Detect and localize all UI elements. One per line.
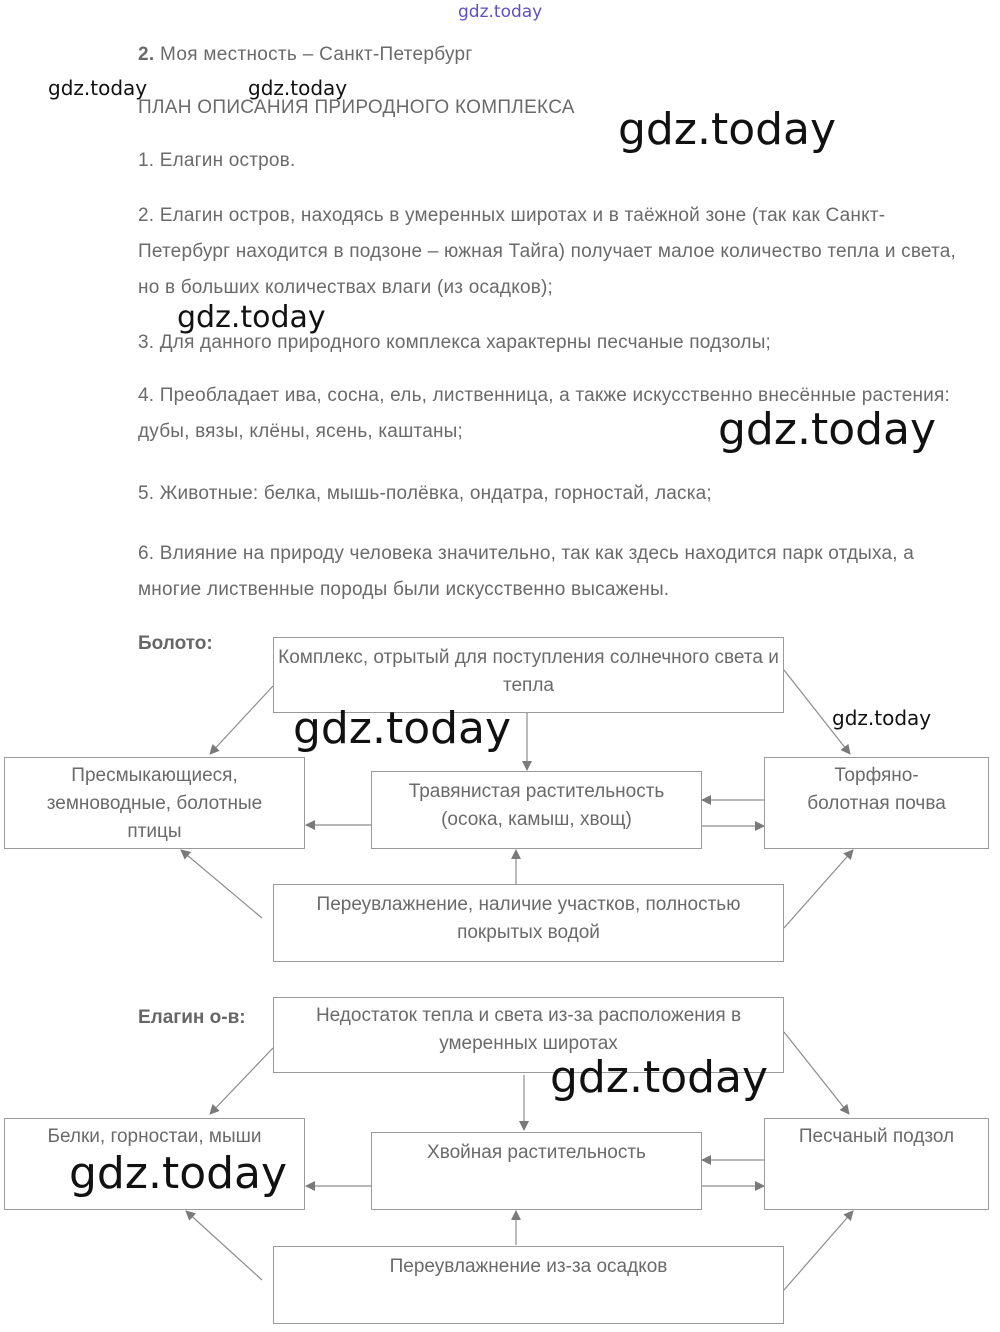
arrow-bottom-to-right <box>784 850 853 928</box>
swamp-left-box <box>4 757 305 849</box>
swamp-center-text: Травянистая растительность (осока, камыш, хвощ) <box>408 781 665 830</box>
plan-item-4: 4. Преобладает ива, сосна, ель, лиственница, а также искусственно внесённые растения: дубы, вязы, клёны, ясень, каштаны; <box>138 385 950 442</box>
elagin-center-text: Хвойная растительность <box>427 1142 646 1163</box>
swamp-center-box <box>371 771 702 849</box>
swamp-label: Болото: <box>138 633 213 654</box>
plan-item-6: 6. Влияние на природу человека значительно, так как здесь находится парк отдыха, а многие лиственные породы были искусственно высажены. <box>138 543 915 600</box>
plan-item-1: 1. Елагин остров. <box>138 150 296 171</box>
watermark-top: gdz.today <box>458 2 543 22</box>
arrow-top-to-right <box>784 1032 849 1114</box>
watermark: gdz.today <box>69 1148 288 1199</box>
watermark: gdz.today <box>248 76 348 100</box>
plan-title: ПЛАН ОПИСАНИЯ ПРИРОДНОГО КОМПЛЕКСА <box>138 97 575 118</box>
elagin-right-box <box>764 1118 989 1210</box>
elagin-right-text: Песчаный подзол <box>798 1126 955 1147</box>
heading-number: 2. <box>138 44 155 65</box>
watermark: gdz.today <box>718 404 937 455</box>
plan-item-5: 5. Животные: белка, мышь-полёвка, ондатра, горностай, ласка; <box>138 483 712 504</box>
watermark: gdz.today <box>177 300 326 335</box>
arrow-bottom-to-right <box>784 1211 853 1290</box>
elagin-center-box <box>371 1132 702 1210</box>
elagin-top-text: Недостаток тепла и света из-за расположения в умеренных широтах <box>315 1005 742 1054</box>
arrow-bottom-to-left <box>186 1211 262 1280</box>
elagin-bottom-text: Переувлажнение из-за осадков <box>389 1256 668 1277</box>
swamp-top-text: Комплекс, отрытый для поступления солнечного света и тепла <box>278 647 779 696</box>
watermark: gdz.today <box>832 706 932 730</box>
swamp-right-text: Торфяно-болотная почва <box>807 765 946 814</box>
watermark: gdz.today <box>550 1052 769 1103</box>
swamp-bottom-text: Переувлажнение, наличие участков, полностью покрытых водой <box>316 894 741 943</box>
arrow-top-to-left <box>210 1048 273 1114</box>
watermark: gdz.today <box>293 703 512 754</box>
watermark: gdz.today <box>618 104 837 155</box>
swamp-right-box <box>764 757 989 849</box>
elagin-bottom-box <box>273 1246 784 1324</box>
elagin-label: Елагин о-в: <box>138 1007 246 1028</box>
swamp-top-box <box>273 637 784 713</box>
watermark: gdz.today <box>48 76 148 100</box>
arrow-bottom-to-left <box>181 850 262 918</box>
heading-title: Моя местность – Санкт-Петербург <box>160 44 473 65</box>
arrow-top-to-left <box>210 686 273 754</box>
plan-item-3: 3. Для данного природного комплекса характерны песчаные подзолы; <box>138 332 772 353</box>
swamp-left-text: Пресмыкающиеся, земноводные, болотные птицы <box>46 765 263 842</box>
swamp-bottom-box <box>273 884 784 962</box>
plan-item-2: 2. Елагин остров, находясь в умеренных широтах и в таёжной зоне (так как Санкт-Петербург находится в подзоне – южная Тайга) получает малое количество тепла и света, но в больших количествах влаги (из осадков); <box>138 205 956 298</box>
elagin-left-text: Белки, горностаи, мыши <box>47 1126 262 1147</box>
